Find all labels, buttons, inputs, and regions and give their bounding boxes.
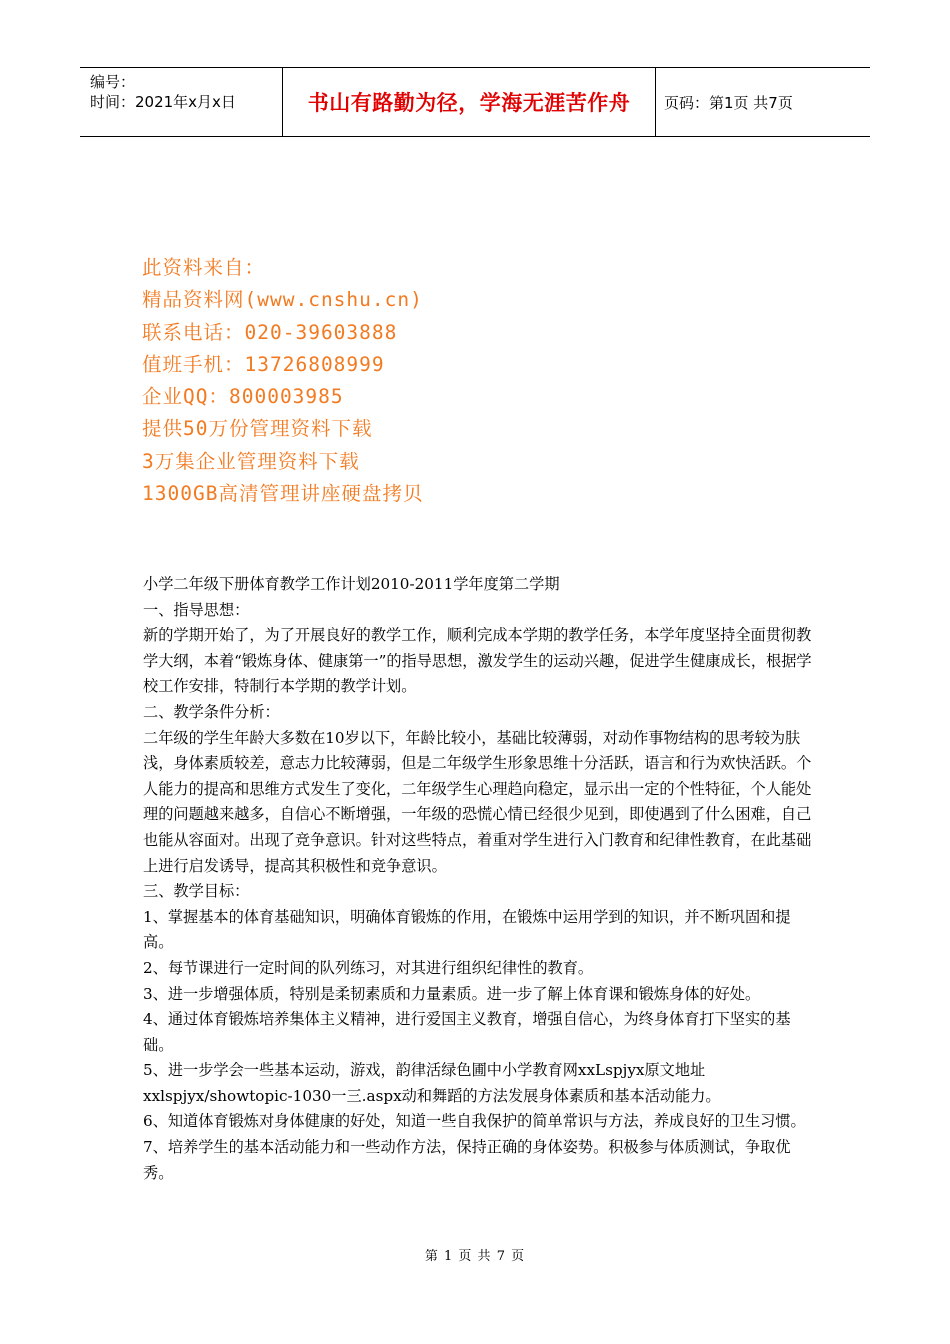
document-title: 小学二年级下册体育教学工作计划2010-2011学年度第二学期 — [143, 575, 560, 593]
list-item: 6、知道体育锻炼对身体健康的好处，知道一些自我保护的简单常识与方法，养成良好的卫生习惯。 — [143, 1112, 806, 1131]
promo-line: 精品资料网(www.cnshu.cn) — [142, 288, 423, 312]
code-label: 编号： — [90, 73, 136, 91]
promo-line: 此资料来自： — [142, 256, 266, 279]
promo-line: 企业QQ：800003985 — [142, 385, 344, 409]
list-item: 2、每节课进行一定时间的队列练习，对其进行组织纪律性的教育。 — [143, 958, 594, 977]
section-heading: 一、指导思想： — [143, 600, 250, 619]
list-item: 4、通过体育锻炼培养集体主义精神，进行爱国主义教育，增强自信心，为终身体育打下坚实的基础。 — [143, 1010, 791, 1054]
time-label: 时间：2021年x月x日 — [90, 93, 236, 111]
list-item: 3、进一步增强体质，特别是柔韧素质和力量素质。进一步了解上体育课和锻炼身体的好处。 — [143, 984, 761, 1003]
list-item: 5、进一步学会一些基本运动，游戏，韵律活绿色圃中小学教育网xxLspjyx原文地址xxlspjyx/showtopic-1030一三.aspx动和舞蹈的方法发展身体素质和基本活动能力。 — [143, 1061, 721, 1105]
promo-line: 值班手机：13726808999 — [142, 352, 385, 376]
promo-line: 联系电话：020-39603888 — [142, 320, 398, 344]
promo-line: 3万集企业管理资料下载 — [142, 449, 360, 473]
page-footer: 第 1 页 共 7 页 — [424, 1249, 526, 1264]
promo-line: 提供50万份管理资料下载 — [142, 417, 373, 441]
list-item: 7、培养学生的基本活动能力和一些动作方法，保持正确的身体姿势。积极参与体质测试，争取优秀。 — [143, 1138, 791, 1182]
document-body — [143, 572, 813, 1186]
promo-block — [142, 252, 423, 510]
header-info — [80, 68, 282, 136]
list-item: 1、掌握基本的体育基础知识，明确体育锻炼的作用，在锻炼中运用学到的知识，并不断巩固和提高。 — [143, 907, 791, 952]
promo-line: 1300GB高清管理讲座硬盘拷贝 — [142, 482, 424, 506]
page-header — [80, 67, 870, 137]
section-heading: 三、教学目标： — [143, 882, 250, 901]
header-page-number: 页码：第1页 共7页 — [664, 93, 793, 112]
paragraph: 新的学期开始了，为了开展良好的教学工作，顺利完成本学期的教学任务，本学年度坚持全面贯彻教学大纲，本着“锻炼身体、健康第一”的指导思想，激发学生的运动兴趣，促进学生健康成长，根据学校工作安排，特制行本学期的教学计划。 — [143, 626, 812, 696]
section-heading: 二、教学条件分析： — [143, 702, 280, 721]
paragraph: 二年级的学生年龄大多数在10岁以下，年龄比较小，基础比较薄弱，对动作事物结构的思考较为肤浅，身体素质较差，意志力比较薄弱，但是二年级学生形象思维十分活跃，语言和行为欢快活跃。个人能力的提高和思维方式发生了变化，二年级学生心理趋向稳定，显示出一定的个性特征，个人能处理的问题越来越多，自信心不断增强，一年级的恐慌心情已经很少见到，即使遇到了什么困难，自己也能从容面对。出现了竞争意识。针对这些特点，着重对学生进行入门教育和纪律性教育，在此基础上进行启发诱导，提高其积极性和竞争意识。 — [143, 728, 812, 875]
header-motto: 书山有路勤为径，学海无涯苦作舟 — [282, 68, 656, 136]
